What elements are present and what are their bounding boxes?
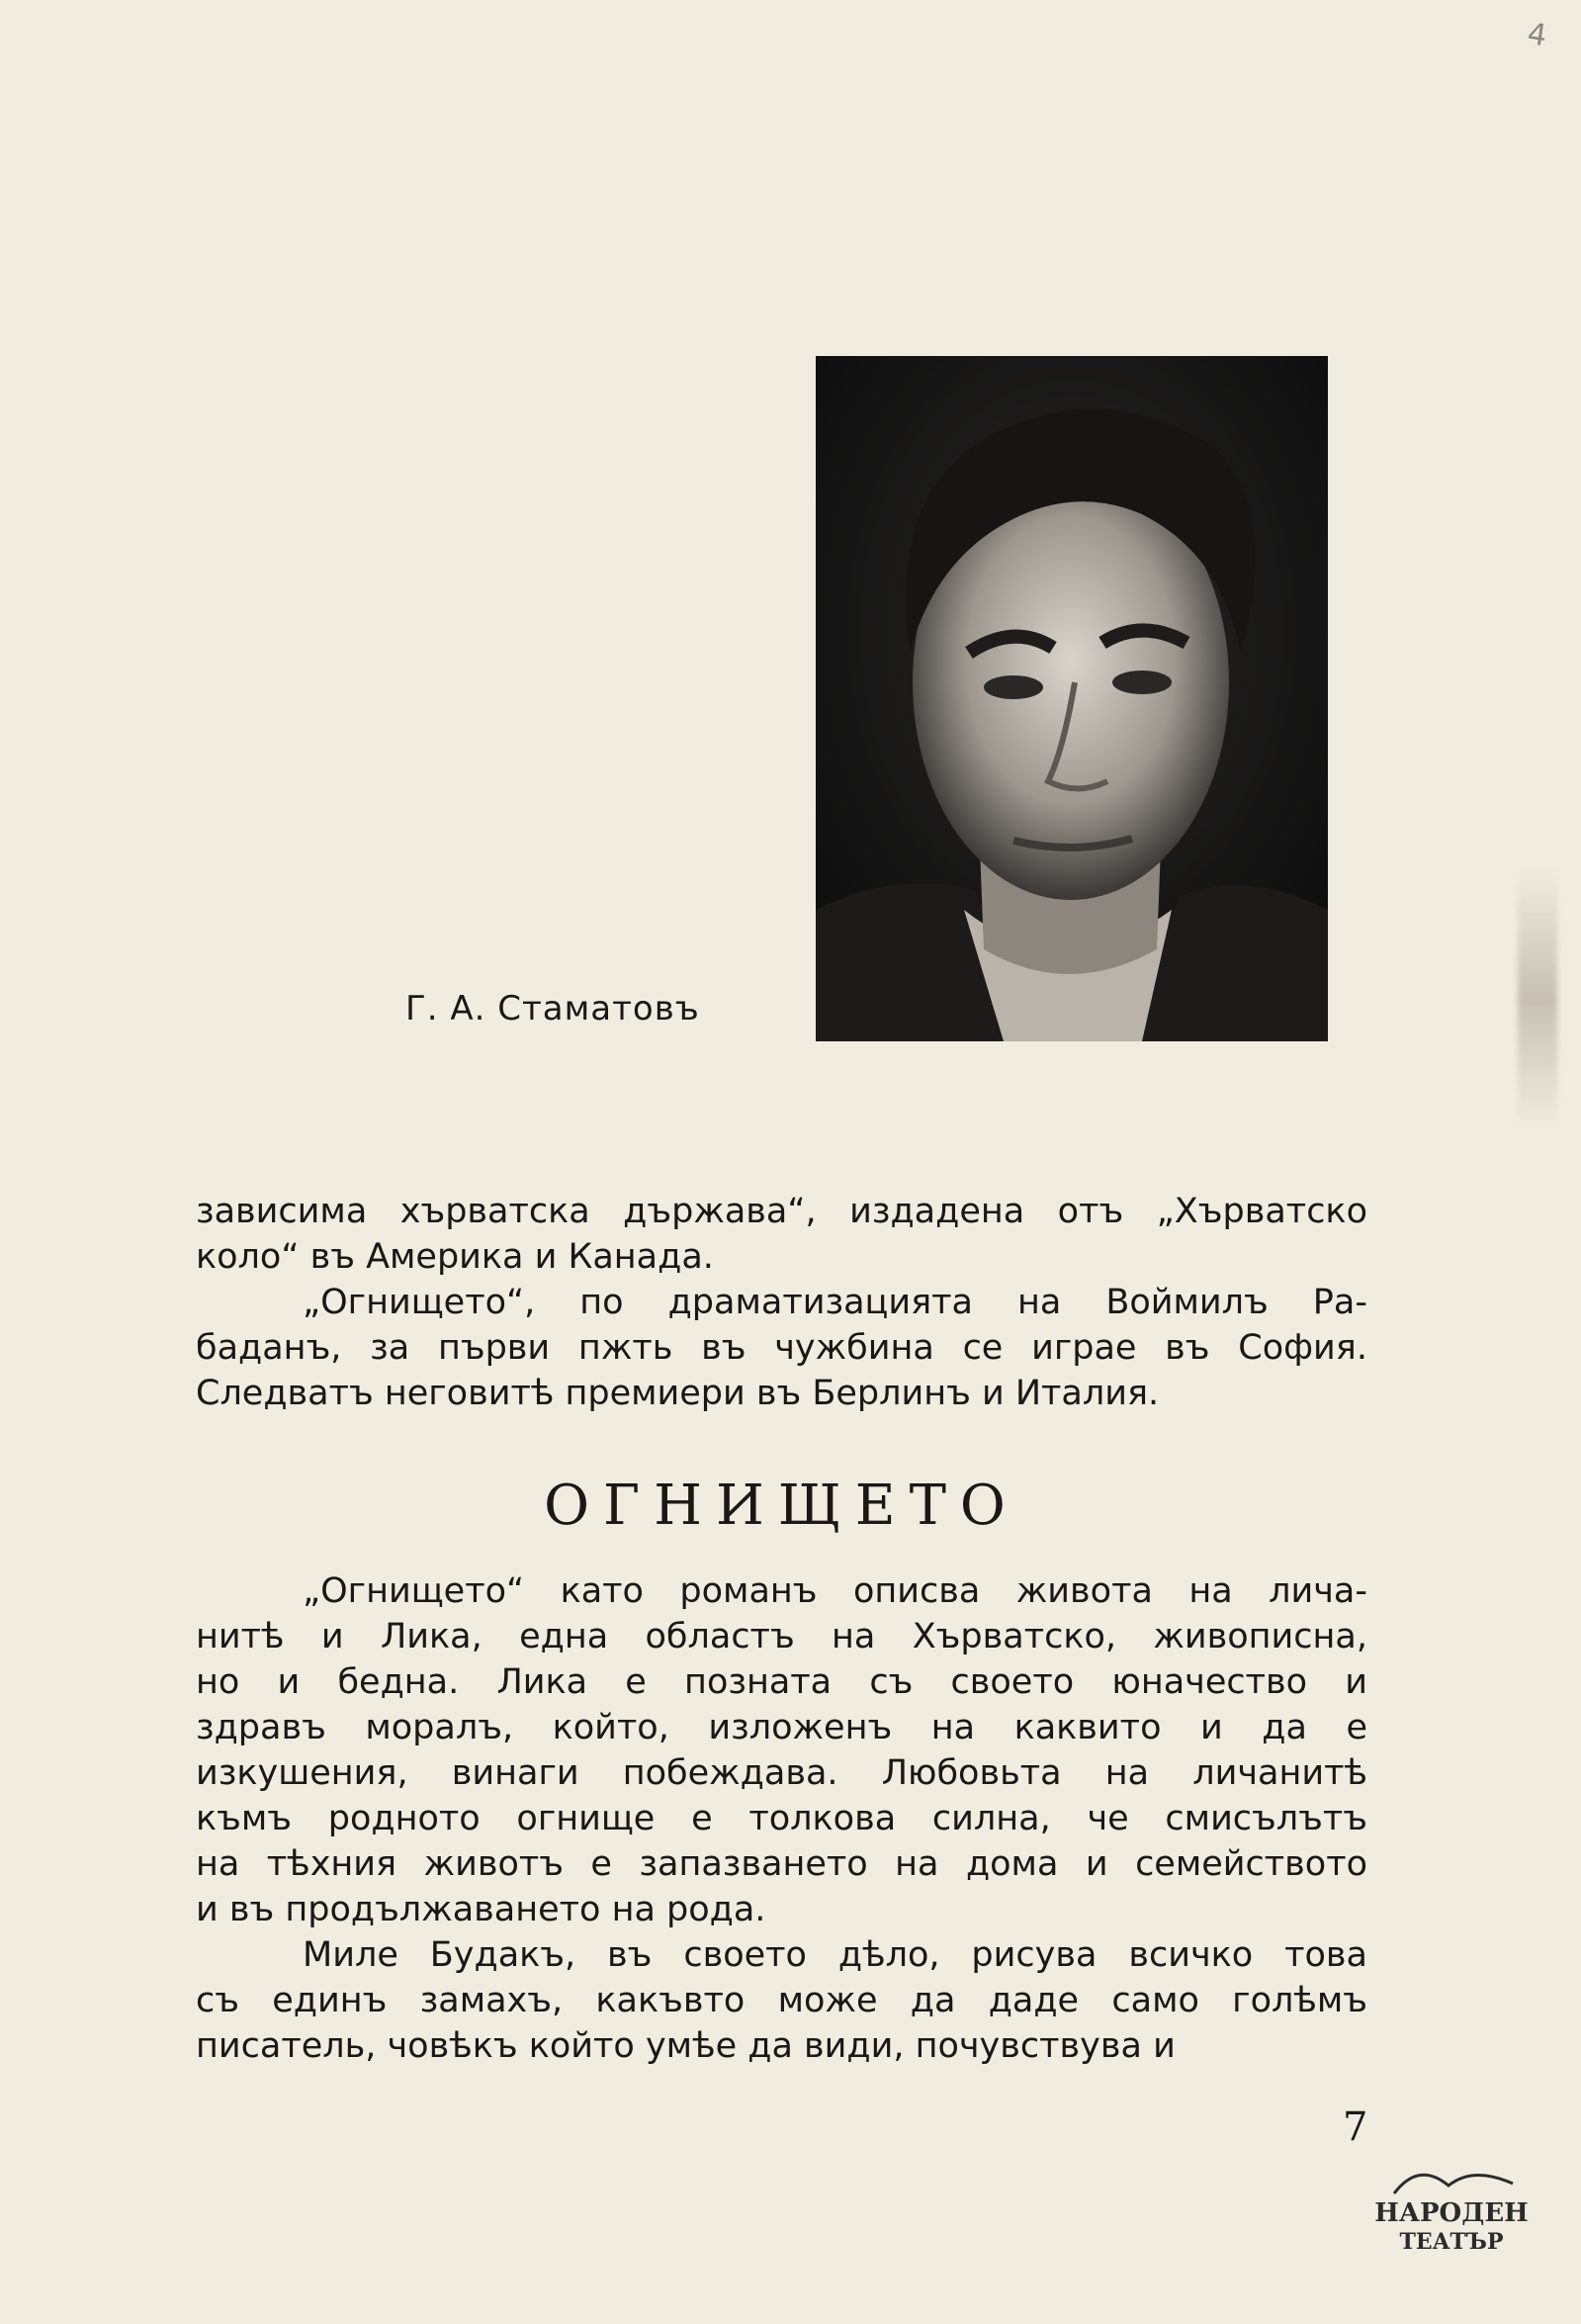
stamp-graphic bbox=[1364, 2156, 1537, 2255]
text-line: баданъ, за първи пжть въ чужбина се играе въ София. bbox=[196, 1328, 1367, 1368]
body-text bbox=[196, 1568, 1367, 2069]
portrait-illustration bbox=[816, 356, 1328, 1041]
text-line: Следватъ неговитѣ премиери въ Берлинъ и Италия. bbox=[196, 1374, 1160, 1413]
svg-text:НАРОДЕН: НАРОДЕН bbox=[1374, 2198, 1529, 2228]
text-line: зависима хърватска държава“, издадена отъ „Хърватско bbox=[196, 1192, 1367, 1231]
intro-block bbox=[196, 1189, 1367, 1416]
section-heading: ОГНИЩЕТО bbox=[544, 1474, 1019, 1538]
text-line: „Огнището“, по драматизацията на Воймилъ Ра- bbox=[303, 1283, 1367, 1322]
text-line: писатель, човѣкъ който умѣе да види, почувствува и bbox=[196, 2026, 1176, 2066]
svg-text:ТЕАТЪР: ТЕАТЪР bbox=[1399, 2229, 1504, 2255]
library-stamp bbox=[1364, 2156, 1537, 2255]
text-line: на тѣхния животъ е запазването на дома и семейството bbox=[196, 1844, 1367, 1884]
text-line: изкушения, винаги побеждава. Любовьта на личанитѣ bbox=[196, 1753, 1367, 1793]
text-line: къмъ родното огнище е толкова силна, че смисълътъ bbox=[196, 1799, 1367, 1838]
page-number: 7 bbox=[1343, 2104, 1368, 2150]
text-line: но и бедна. Лика е позната съ своето юначество и bbox=[196, 1662, 1367, 1702]
portrait-photo bbox=[816, 356, 1328, 1041]
text-line: нитѣ и Лика, една областъ на Хърватско, живописна, bbox=[196, 1617, 1367, 1656]
text-line: Миле Будакъ, въ своето дѣло, рисува всичко това bbox=[303, 1935, 1367, 1975]
text-line: „Огнището“ като романъ описва живота на лича- bbox=[303, 1571, 1367, 1611]
paper-smudge bbox=[1518, 870, 1557, 1127]
text-line: и въ продължаването на рода. bbox=[196, 1890, 766, 1929]
text-line: здравъ моралъ, който, изложенъ на каквито и да е bbox=[196, 1708, 1367, 1747]
text-line: коло“ въ Америка и Канада. bbox=[196, 1237, 714, 1277]
text-line: съ единъ замахъ, какъвто може да даде само голѣмъ bbox=[196, 1981, 1367, 2020]
handwritten-page-mark: 4 bbox=[1525, 16, 1549, 54]
photo-caption: Г. А. Стаматовъ bbox=[405, 989, 700, 1028]
